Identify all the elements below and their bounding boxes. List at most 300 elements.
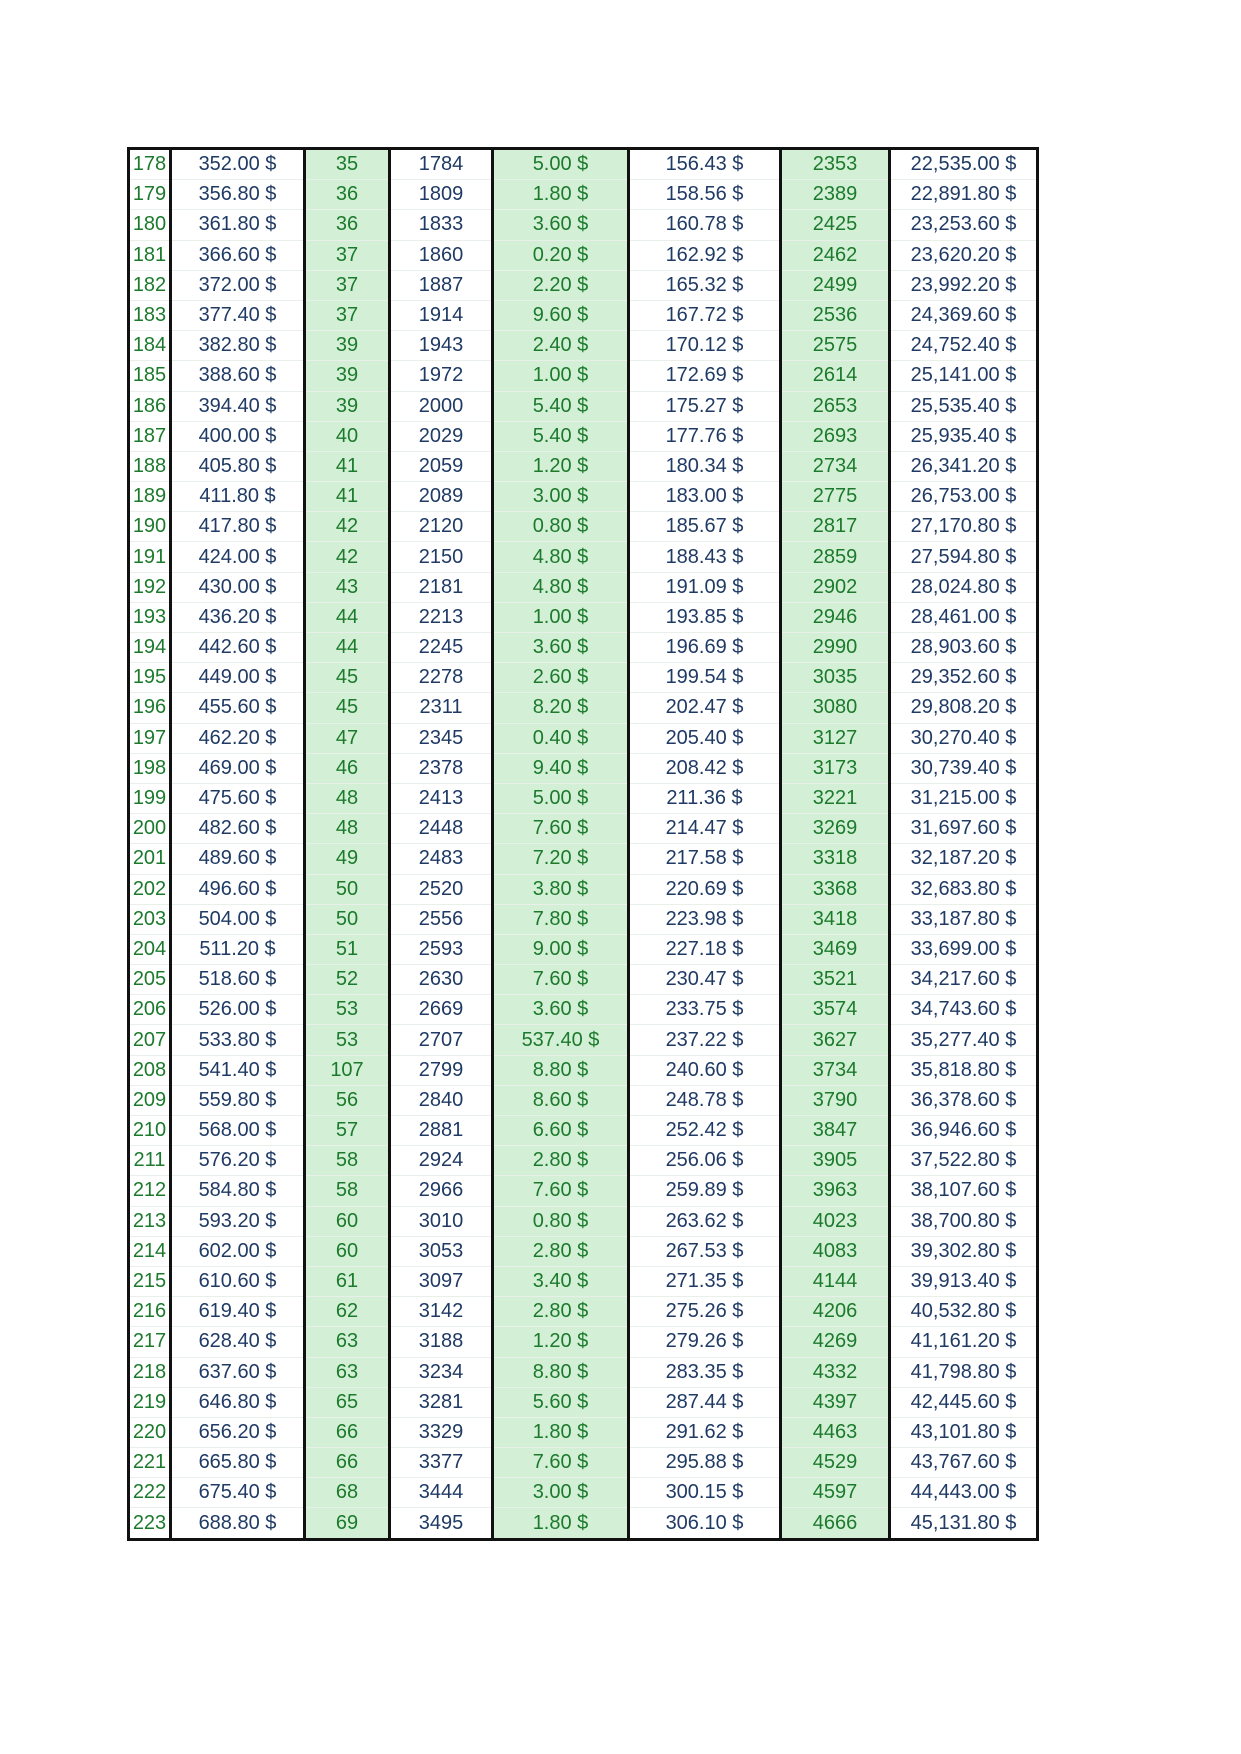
total-cell: 43,767.60 $ (890, 1448, 1038, 1478)
row-index-cell: 191 (129, 542, 171, 572)
cumulative-qty-cell: 2881 (390, 1116, 493, 1146)
price-cell: 584.80 $ (171, 1176, 305, 1206)
average-cell: 156.43 $ (629, 149, 781, 180)
table-row (129, 210, 1038, 240)
average-cell: 279.26 $ (629, 1327, 781, 1357)
cumulative-qty-cell: 2378 (390, 753, 493, 783)
average-cell: 227.18 $ (629, 934, 781, 964)
cumulative-qty-cell: 2707 (390, 1025, 493, 1055)
table-row (129, 451, 1038, 481)
cumulative-qty-cell: 2120 (390, 512, 493, 542)
cumulative-qty-cell: 2630 (390, 965, 493, 995)
average-cell: 248.78 $ (629, 1085, 781, 1115)
table-row (129, 482, 1038, 512)
total-cell: 31,215.00 $ (890, 783, 1038, 813)
change-cell: 5.60 $ (493, 1387, 629, 1417)
total-cell: 40,532.80 $ (890, 1297, 1038, 1327)
price-cell: 361.80 $ (171, 210, 305, 240)
price-cell: 688.80 $ (171, 1508, 305, 1539)
cumulative-qty-cell: 2278 (390, 663, 493, 693)
change-cell: 8.80 $ (493, 1055, 629, 1085)
cumulative-count-cell: 4666 (781, 1508, 890, 1539)
cumulative-count-cell: 4529 (781, 1448, 890, 1478)
total-cell: 29,808.20 $ (890, 693, 1038, 723)
cumulative-count-cell: 2734 (781, 451, 890, 481)
row-index-cell: 216 (129, 1297, 171, 1327)
average-cell: 160.78 $ (629, 210, 781, 240)
change-cell: 3.60 $ (493, 995, 629, 1025)
cumulative-count-cell: 4206 (781, 1297, 890, 1327)
cumulative-qty-cell: 1943 (390, 331, 493, 361)
price-cell: 533.80 $ (171, 1025, 305, 1055)
cumulative-qty-cell: 1972 (390, 361, 493, 391)
row-index-cell: 222 (129, 1478, 171, 1508)
qty-cell: 52 (305, 965, 390, 995)
table-row (129, 512, 1038, 542)
cumulative-count-cell: 4269 (781, 1327, 890, 1357)
cumulative-count-cell: 3905 (781, 1146, 890, 1176)
cumulative-qty-cell: 2799 (390, 1055, 493, 1085)
average-cell: 233.75 $ (629, 995, 781, 1025)
row-index-cell: 186 (129, 391, 171, 421)
average-cell: 283.35 $ (629, 1357, 781, 1387)
average-cell: 259.89 $ (629, 1176, 781, 1206)
cumulative-qty-cell: 2059 (390, 451, 493, 481)
cumulative-qty-cell: 2483 (390, 844, 493, 874)
price-cell: 646.80 $ (171, 1387, 305, 1417)
cumulative-qty-cell: 1887 (390, 270, 493, 300)
total-cell: 33,187.80 $ (890, 904, 1038, 934)
table-row (129, 572, 1038, 602)
row-index-cell: 208 (129, 1055, 171, 1085)
table-row (129, 1236, 1038, 1266)
average-cell: 287.44 $ (629, 1387, 781, 1417)
total-cell: 39,302.80 $ (890, 1236, 1038, 1266)
price-cell: 576.20 $ (171, 1146, 305, 1176)
average-cell: 193.85 $ (629, 602, 781, 632)
qty-cell: 42 (305, 542, 390, 572)
row-index-cell: 203 (129, 904, 171, 934)
total-cell: 22,891.80 $ (890, 180, 1038, 210)
average-cell: 162.92 $ (629, 240, 781, 270)
qty-cell: 45 (305, 663, 390, 693)
change-cell: 7.60 $ (493, 1176, 629, 1206)
price-cell: 469.00 $ (171, 753, 305, 783)
price-cell: 382.80 $ (171, 331, 305, 361)
cumulative-count-cell: 4397 (781, 1387, 890, 1417)
change-cell: 2.80 $ (493, 1146, 629, 1176)
total-cell: 38,107.60 $ (890, 1176, 1038, 1206)
table-row (129, 331, 1038, 361)
cumulative-qty-cell: 3053 (390, 1236, 493, 1266)
table-row (129, 1025, 1038, 1055)
table-row (129, 1297, 1038, 1327)
table-row (129, 542, 1038, 572)
average-cell: 252.42 $ (629, 1116, 781, 1146)
total-cell: 28,024.80 $ (890, 572, 1038, 602)
qty-cell: 36 (305, 180, 390, 210)
row-index-cell: 214 (129, 1236, 171, 1266)
row-index-cell: 182 (129, 270, 171, 300)
total-cell: 35,277.40 $ (890, 1025, 1038, 1055)
row-index-cell: 210 (129, 1116, 171, 1146)
total-cell: 23,620.20 $ (890, 240, 1038, 270)
total-cell: 32,187.20 $ (890, 844, 1038, 874)
change-cell: 1.00 $ (493, 602, 629, 632)
cumulative-qty-cell: 2181 (390, 572, 493, 602)
total-cell: 24,369.60 $ (890, 300, 1038, 330)
average-cell: 275.26 $ (629, 1297, 781, 1327)
cumulative-count-cell: 2990 (781, 633, 890, 663)
price-cell: 568.00 $ (171, 1116, 305, 1146)
average-cell: 158.56 $ (629, 180, 781, 210)
price-cell: 526.00 $ (171, 995, 305, 1025)
cumulative-qty-cell: 3188 (390, 1327, 493, 1357)
total-cell: 35,818.80 $ (890, 1055, 1038, 1085)
total-cell: 38,700.80 $ (890, 1206, 1038, 1236)
row-index-cell: 187 (129, 421, 171, 451)
price-cell: 541.40 $ (171, 1055, 305, 1085)
spreadsheet-table (127, 147, 1039, 1541)
row-index-cell: 197 (129, 723, 171, 753)
change-cell: 0.80 $ (493, 512, 629, 542)
price-cell: 436.20 $ (171, 602, 305, 632)
cumulative-count-cell: 3080 (781, 693, 890, 723)
row-index-cell: 189 (129, 482, 171, 512)
cumulative-count-cell: 2946 (781, 602, 890, 632)
row-index-cell: 181 (129, 240, 171, 270)
average-cell: 177.76 $ (629, 421, 781, 451)
table-row (129, 1327, 1038, 1357)
change-cell: 2.60 $ (493, 663, 629, 693)
total-cell: 36,946.60 $ (890, 1116, 1038, 1146)
qty-cell: 65 (305, 1387, 390, 1417)
change-cell: 2.20 $ (493, 270, 629, 300)
table-row (129, 783, 1038, 813)
cumulative-count-cell: 2462 (781, 240, 890, 270)
total-cell: 26,341.20 $ (890, 451, 1038, 481)
table-row (129, 874, 1038, 904)
change-cell: 0.40 $ (493, 723, 629, 753)
row-index-cell: 190 (129, 512, 171, 542)
row-index-cell: 213 (129, 1206, 171, 1236)
total-cell: 30,739.40 $ (890, 753, 1038, 783)
average-cell: 214.47 $ (629, 814, 781, 844)
cumulative-count-cell: 3469 (781, 934, 890, 964)
total-cell: 28,461.00 $ (890, 602, 1038, 632)
total-cell: 22,535.00 $ (890, 149, 1038, 180)
qty-cell: 62 (305, 1297, 390, 1327)
row-index-cell: 211 (129, 1146, 171, 1176)
table-row (129, 965, 1038, 995)
average-cell: 230.47 $ (629, 965, 781, 995)
row-index-cell: 215 (129, 1266, 171, 1296)
cumulative-qty-cell: 1833 (390, 210, 493, 240)
price-cell: 394.40 $ (171, 391, 305, 421)
average-cell: 185.67 $ (629, 512, 781, 542)
average-cell: 205.40 $ (629, 723, 781, 753)
price-cell: 496.60 $ (171, 874, 305, 904)
price-cell: 482.60 $ (171, 814, 305, 844)
average-cell: 295.88 $ (629, 1448, 781, 1478)
average-cell: 240.60 $ (629, 1055, 781, 1085)
cumulative-count-cell: 4023 (781, 1206, 890, 1236)
average-cell: 271.35 $ (629, 1266, 781, 1296)
table-row (129, 1448, 1038, 1478)
table-row (129, 1417, 1038, 1447)
cumulative-qty-cell: 3495 (390, 1508, 493, 1539)
table-row (129, 1055, 1038, 1085)
cumulative-qty-cell: 2840 (390, 1085, 493, 1115)
qty-cell: 58 (305, 1176, 390, 1206)
cumulative-qty-cell: 3010 (390, 1206, 493, 1236)
cumulative-qty-cell: 2924 (390, 1146, 493, 1176)
qty-cell: 47 (305, 723, 390, 753)
qty-cell: 56 (305, 1085, 390, 1115)
average-cell: 170.12 $ (629, 331, 781, 361)
cumulative-count-cell: 2817 (781, 512, 890, 542)
cumulative-count-cell: 2693 (781, 421, 890, 451)
change-cell: 1.80 $ (493, 1417, 629, 1447)
row-index-cell: 209 (129, 1085, 171, 1115)
table-row (129, 663, 1038, 693)
qty-cell: 37 (305, 270, 390, 300)
total-cell: 34,743.60 $ (890, 995, 1038, 1025)
row-index-cell: 199 (129, 783, 171, 813)
cumulative-qty-cell: 3142 (390, 1297, 493, 1327)
change-cell: 5.00 $ (493, 783, 629, 813)
price-cell: 424.00 $ (171, 542, 305, 572)
change-cell: 1.80 $ (493, 180, 629, 210)
qty-cell: 44 (305, 633, 390, 663)
cumulative-count-cell: 2499 (781, 270, 890, 300)
table-row (129, 1478, 1038, 1508)
change-cell: 8.80 $ (493, 1357, 629, 1387)
price-cell: 656.20 $ (171, 1417, 305, 1447)
price-cell: 504.00 $ (171, 904, 305, 934)
qty-cell: 49 (305, 844, 390, 874)
cumulative-qty-cell: 2556 (390, 904, 493, 934)
change-cell: 0.80 $ (493, 1206, 629, 1236)
total-cell: 27,170.80 $ (890, 512, 1038, 542)
cumulative-count-cell: 3368 (781, 874, 890, 904)
cumulative-count-cell: 3418 (781, 904, 890, 934)
table-row (129, 180, 1038, 210)
row-index-cell: 207 (129, 1025, 171, 1055)
change-cell: 2.40 $ (493, 331, 629, 361)
change-cell: 1.20 $ (493, 451, 629, 481)
cumulative-count-cell: 3627 (781, 1025, 890, 1055)
average-cell: 220.69 $ (629, 874, 781, 904)
table-row (129, 1176, 1038, 1206)
price-cell: 511.20 $ (171, 934, 305, 964)
cumulative-count-cell: 2614 (781, 361, 890, 391)
total-cell: 32,683.80 $ (890, 874, 1038, 904)
cumulative-qty-cell: 1784 (390, 149, 493, 180)
cumulative-qty-cell: 2150 (390, 542, 493, 572)
table-row (129, 361, 1038, 391)
price-cell: 628.40 $ (171, 1327, 305, 1357)
qty-cell: 50 (305, 904, 390, 934)
qty-cell: 61 (305, 1266, 390, 1296)
cumulative-count-cell: 4083 (781, 1236, 890, 1266)
qty-cell: 58 (305, 1146, 390, 1176)
change-cell: 7.60 $ (493, 1448, 629, 1478)
change-cell: 3.00 $ (493, 1478, 629, 1508)
qty-cell: 43 (305, 572, 390, 602)
price-cell: 449.00 $ (171, 663, 305, 693)
table-row (129, 753, 1038, 783)
row-index-cell: 223 (129, 1508, 171, 1539)
change-cell: 3.40 $ (493, 1266, 629, 1296)
table-body (129, 149, 1038, 1540)
cumulative-count-cell: 3035 (781, 663, 890, 693)
qty-cell: 42 (305, 512, 390, 542)
row-index-cell: 180 (129, 210, 171, 240)
cumulative-count-cell: 3127 (781, 723, 890, 753)
price-cell: 377.40 $ (171, 300, 305, 330)
qty-cell: 50 (305, 874, 390, 904)
row-index-cell: 183 (129, 300, 171, 330)
total-cell: 25,935.40 $ (890, 421, 1038, 451)
qty-cell: 39 (305, 391, 390, 421)
qty-cell: 57 (305, 1116, 390, 1146)
qty-cell: 60 (305, 1236, 390, 1266)
row-index-cell: 201 (129, 844, 171, 874)
average-cell: 211.36 $ (629, 783, 781, 813)
row-index-cell: 221 (129, 1448, 171, 1478)
qty-cell: 39 (305, 361, 390, 391)
table-row (129, 602, 1038, 632)
average-cell: 199.54 $ (629, 663, 781, 693)
price-cell: 518.60 $ (171, 965, 305, 995)
price-cell: 417.80 $ (171, 512, 305, 542)
table-row (129, 693, 1038, 723)
cumulative-count-cell: 3221 (781, 783, 890, 813)
cumulative-count-cell: 4597 (781, 1478, 890, 1508)
average-cell: 202.47 $ (629, 693, 781, 723)
row-index-cell: 217 (129, 1327, 171, 1357)
row-index-cell: 195 (129, 663, 171, 693)
change-cell: 7.60 $ (493, 814, 629, 844)
price-cell: 462.20 $ (171, 723, 305, 753)
qty-cell: 66 (305, 1417, 390, 1447)
row-index-cell: 220 (129, 1417, 171, 1447)
cumulative-qty-cell: 2413 (390, 783, 493, 813)
average-cell: 217.58 $ (629, 844, 781, 874)
price-cell: 455.60 $ (171, 693, 305, 723)
cumulative-qty-cell: 2966 (390, 1176, 493, 1206)
row-index-cell: 188 (129, 451, 171, 481)
qty-cell: 45 (305, 693, 390, 723)
cumulative-count-cell: 2575 (781, 331, 890, 361)
row-index-cell: 204 (129, 934, 171, 964)
price-cell: 352.00 $ (171, 149, 305, 180)
average-cell: 237.22 $ (629, 1025, 781, 1055)
cumulative-count-cell: 3734 (781, 1055, 890, 1085)
cumulative-qty-cell: 2029 (390, 421, 493, 451)
qty-cell: 46 (305, 753, 390, 783)
table-row (129, 1116, 1038, 1146)
average-cell: 267.53 $ (629, 1236, 781, 1266)
change-cell: 6.60 $ (493, 1116, 629, 1146)
cumulative-count-cell: 3318 (781, 844, 890, 874)
row-index-cell: 202 (129, 874, 171, 904)
change-cell: 8.60 $ (493, 1085, 629, 1115)
table-row (129, 814, 1038, 844)
change-cell: 3.60 $ (493, 633, 629, 663)
total-cell: 29,352.60 $ (890, 663, 1038, 693)
change-cell: 4.80 $ (493, 542, 629, 572)
table-row (129, 421, 1038, 451)
average-cell: 188.43 $ (629, 542, 781, 572)
total-cell: 41,161.20 $ (890, 1327, 1038, 1357)
qty-cell: 48 (305, 814, 390, 844)
qty-cell: 69 (305, 1508, 390, 1539)
qty-cell: 60 (305, 1206, 390, 1236)
total-cell: 28,903.60 $ (890, 633, 1038, 663)
table-row (129, 934, 1038, 964)
total-cell: 31,697.60 $ (890, 814, 1038, 844)
change-cell: 9.40 $ (493, 753, 629, 783)
table-row (129, 1206, 1038, 1236)
average-cell: 256.06 $ (629, 1146, 781, 1176)
total-cell: 44,443.00 $ (890, 1478, 1038, 1508)
qty-cell: 63 (305, 1327, 390, 1357)
cumulative-count-cell: 2353 (781, 149, 890, 180)
table-row (129, 844, 1038, 874)
total-cell: 39,913.40 $ (890, 1266, 1038, 1296)
change-cell: 7.20 $ (493, 844, 629, 874)
total-cell: 26,753.00 $ (890, 482, 1038, 512)
qty-cell: 39 (305, 331, 390, 361)
table-row (129, 1387, 1038, 1417)
qty-cell: 41 (305, 451, 390, 481)
row-index-cell: 218 (129, 1357, 171, 1387)
cumulative-count-cell: 2425 (781, 210, 890, 240)
price-cell: 559.80 $ (171, 1085, 305, 1115)
qty-cell: 35 (305, 149, 390, 180)
cumulative-qty-cell: 1914 (390, 300, 493, 330)
cumulative-count-cell: 3574 (781, 995, 890, 1025)
cumulative-count-cell: 4463 (781, 1417, 890, 1447)
cumulative-count-cell: 2653 (781, 391, 890, 421)
price-cell: 411.80 $ (171, 482, 305, 512)
cumulative-qty-cell: 2345 (390, 723, 493, 753)
total-cell: 25,141.00 $ (890, 361, 1038, 391)
cumulative-qty-cell: 3377 (390, 1448, 493, 1478)
qty-cell: 37 (305, 300, 390, 330)
cumulative-qty-cell: 3329 (390, 1417, 493, 1447)
table-row (129, 633, 1038, 663)
total-cell: 25,535.40 $ (890, 391, 1038, 421)
cumulative-qty-cell: 2520 (390, 874, 493, 904)
table-row (129, 391, 1038, 421)
price-cell: 602.00 $ (171, 1236, 305, 1266)
price-cell: 619.40 $ (171, 1297, 305, 1327)
change-cell: 0.20 $ (493, 240, 629, 270)
cumulative-qty-cell: 1809 (390, 180, 493, 210)
average-cell: 165.32 $ (629, 270, 781, 300)
table-row (129, 240, 1038, 270)
qty-cell: 51 (305, 934, 390, 964)
cumulative-qty-cell: 3097 (390, 1266, 493, 1296)
row-index-cell: 196 (129, 693, 171, 723)
cumulative-qty-cell: 2213 (390, 602, 493, 632)
row-index-cell: 179 (129, 180, 171, 210)
change-cell: 8.20 $ (493, 693, 629, 723)
cumulative-count-cell: 3847 (781, 1116, 890, 1146)
